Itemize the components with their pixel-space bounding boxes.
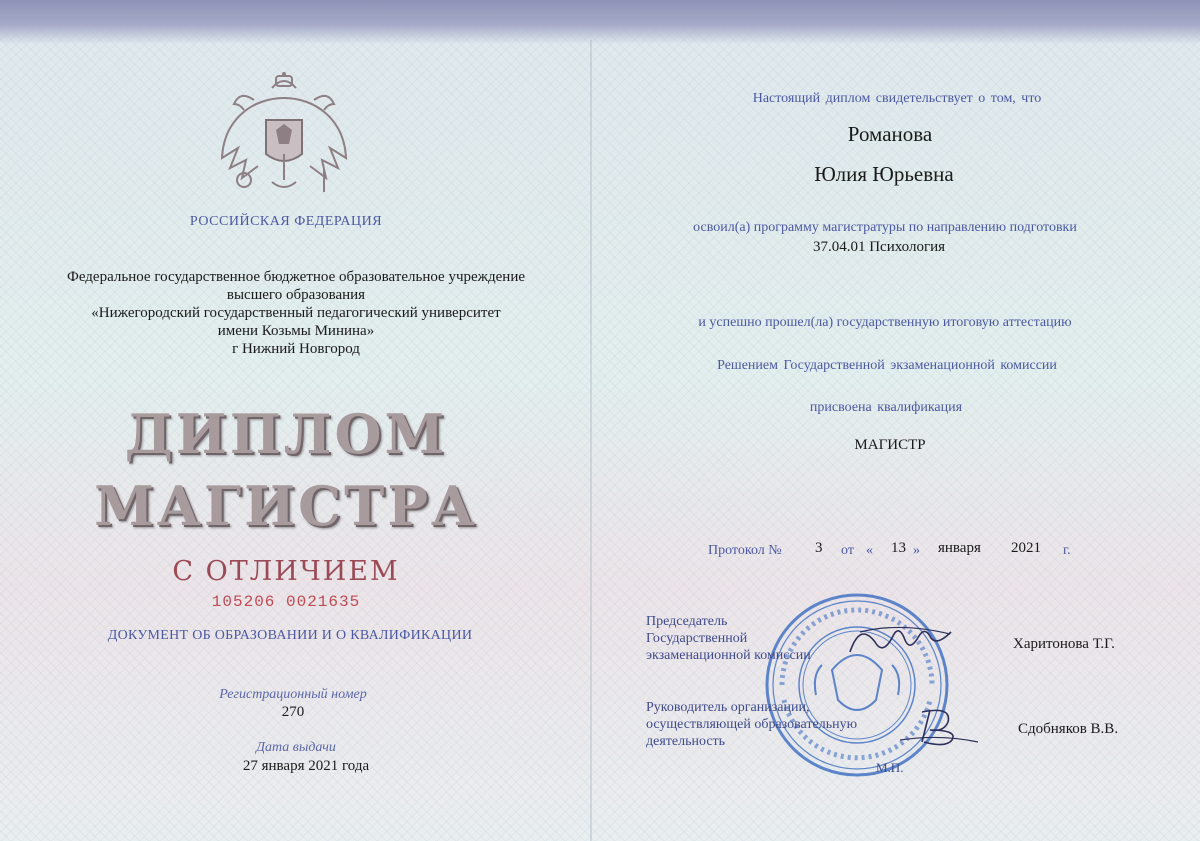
qualification: МАГИСТР bbox=[854, 437, 926, 453]
protocol-label: Протокол № bbox=[708, 543, 782, 558]
document-type: ДОКУМЕНТ ОБ ОБРАЗОВАНИИ И О КВАЛИФИКАЦИИ bbox=[107, 628, 473, 643]
institution-name bbox=[67, 268, 525, 358]
protocol-day: 13 bbox=[891, 540, 906, 556]
issue-date-label: Дата выдачи bbox=[256, 740, 336, 755]
graduate-surname: Романова bbox=[847, 122, 933, 146]
honors-label: С ОТЛИЧИЕМ bbox=[172, 556, 400, 587]
protocol-open-quote: « bbox=[866, 543, 873, 558]
qualification-assigned-text: присвоена квалификация bbox=[809, 400, 963, 415]
protocol-year: 2021 bbox=[1011, 540, 1041, 556]
graduate-given-name: Юлия Юрьевна bbox=[814, 162, 954, 186]
chair-title-line: Председатель bbox=[646, 614, 728, 629]
institution-line: «Нижегородский государственный педагогический университет bbox=[91, 305, 501, 321]
protocol-month: января bbox=[938, 540, 981, 556]
registration-number: 270 bbox=[281, 704, 305, 720]
registration-label: Регистрационный номер bbox=[219, 687, 367, 702]
institution-line: Федеральное государственное бюджетное образовательное учреждение bbox=[66, 269, 526, 285]
protocol-close-quote: » bbox=[913, 543, 920, 558]
chair-title-line: Государственной bbox=[646, 631, 748, 646]
head-title-line: Руководитель организации, bbox=[646, 700, 810, 715]
institution-line: имени Козьмы Минина» bbox=[217, 323, 375, 339]
chair-title-line: экзаменационной комиссии bbox=[646, 648, 811, 663]
institution-line: г Нижний Новгород bbox=[232, 341, 360, 357]
serial-number: 105206 0021635 bbox=[211, 593, 361, 611]
head-name: Сдобняков В.В. bbox=[1018, 721, 1119, 737]
protocol-year-suffix: г. bbox=[1063, 543, 1071, 558]
program-name: 37.04.01 Психология bbox=[812, 239, 946, 255]
head-title-line: осуществляющей образовательную bbox=[646, 717, 858, 732]
organization-head-title bbox=[646, 699, 857, 750]
diploma-subtitle: МАГИСТРА bbox=[94, 474, 478, 538]
top-cover-band bbox=[0, 0, 1200, 44]
double-headed-eagle-emblem-icon bbox=[214, 70, 354, 205]
commission-chair-title bbox=[646, 613, 811, 664]
attestation-text: и успешно прошел(ла) государственную итоговую аттестацию bbox=[698, 315, 1072, 330]
intro-text: Настоящий диплом свидетельствует о том, что bbox=[752, 91, 1042, 106]
seal-place-label: М.П. bbox=[876, 760, 904, 775]
page-fold bbox=[590, 40, 592, 841]
issue-date: 27 января 2021 года bbox=[242, 758, 370, 774]
chair-name: Харитонова Т.Г. bbox=[1013, 636, 1115, 652]
diploma-title: ДИПЛОМ bbox=[124, 402, 448, 466]
chair-signature-icon bbox=[840, 612, 960, 672]
protocol-number: 3 bbox=[815, 540, 823, 556]
commission-decision-text: Решением Государственной экзаменационной комиссии bbox=[717, 358, 1057, 373]
head-signature-icon bbox=[900, 704, 980, 748]
country-name: РОССИЙСКАЯ ФЕДЕРАЦИЯ bbox=[189, 214, 383, 229]
protocol-from-label: от bbox=[841, 543, 854, 558]
head-title-line: деятельность bbox=[646, 734, 726, 749]
institution-line: высшего образования bbox=[226, 287, 366, 303]
program-mastered-text: освоил(а) программу магистратуры по направлению подготовки bbox=[693, 220, 1077, 235]
